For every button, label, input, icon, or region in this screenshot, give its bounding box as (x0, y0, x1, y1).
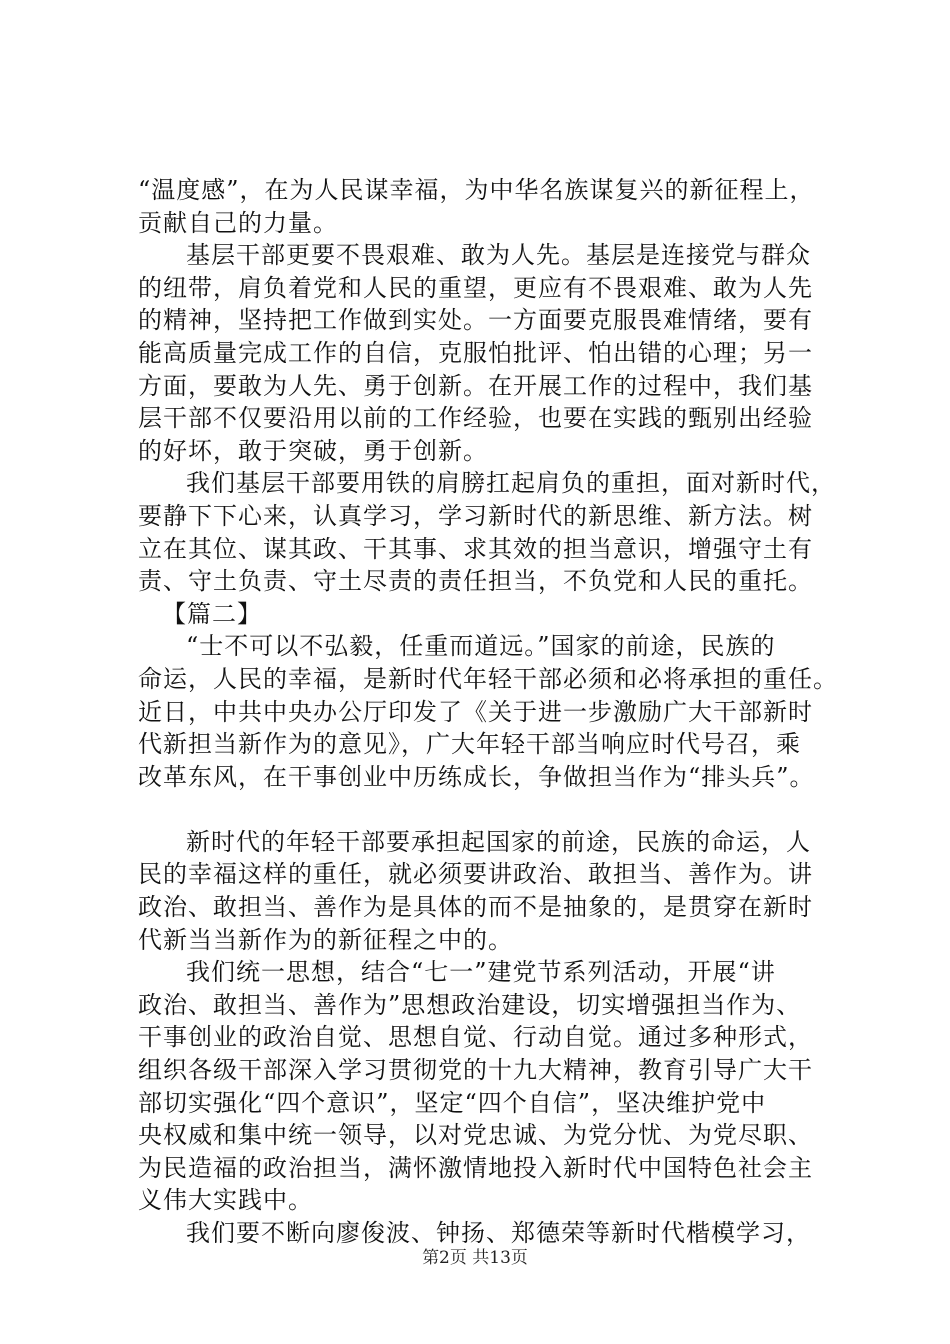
text-line: 部切实强化“四个意识”，坚定“四个自信”，坚决维护党中 (138, 1088, 767, 1117)
text-line: 要静下下心来，认真学习，学习新时代的新思维、新方法。树 (138, 501, 813, 530)
text-line: 政治、敢担当、善作为”思想政治建设，切实增强担当作为、 (138, 990, 802, 1019)
text-line: 的精神，坚持把工作做到实处。一方面要克服畏难情绪，要有 (138, 306, 813, 335)
text-line: 代新担当新作为的意见》，广大年轻干部当响应时代号召，乘 (138, 730, 801, 759)
page-number-footer: 第2页 共13页 (422, 1248, 528, 1268)
text-line: “温度感”，在为人民谋幸福，为中华名族谋复兴的新征程上， (138, 176, 815, 204)
text-line: 央权威和集中统一领导，以对党忠诚、为党分忧、为党尽职、 (138, 1121, 813, 1150)
document-body (138, 174, 838, 1250)
text-line: 代新当当新作为的新征程之中的。 (138, 925, 513, 954)
blank-line (138, 793, 828, 826)
text-line: 贡献自己的力量。 (138, 208, 338, 237)
section-heading: 【篇二】 (162, 599, 262, 628)
text-line: 我们基层干部要用铁的肩膀扛起肩负的重担，面对新时代， (186, 469, 836, 498)
text-line: 立在其位、谋其政、干其事、求其效的担当意识，增强守土有 (138, 534, 813, 563)
text-line: 责、守土负责、守土尽责的责任担当，不负党和人民的重托。 (138, 567, 813, 596)
text-line: 的纽带，肩负着党和人民的重望，更应有不畏艰难、敢为人先 (138, 273, 813, 302)
text-line: 民的幸福这样的重任，就必须要讲政治、敢担当、善作为。讲 (138, 860, 813, 889)
text-line: 我们要不断向廖俊波、钟扬、郑德荣等新时代楷模学习， (186, 1219, 811, 1247)
text-line: 方面，要敢为人先、勇于创新。在开展工作的过程中，我们基 (138, 371, 813, 400)
text-line: 命运，人民的幸福，是新时代年轻干部必须和必将承担的重任。 (138, 664, 838, 693)
text-line: 义伟大实践中。 (138, 1186, 313, 1215)
text-line: 组织各级干部深入学习贯彻党的十九大精神，教育引导广大干 (138, 1056, 813, 1085)
text-line: 改革东风，在干事创业中历练成长，争做担当作为“排头兵”。 (138, 762, 815, 791)
text-line: 我们统一思想，结合“七一”建党节系列活动，开展“讲 (186, 958, 776, 987)
text-line: “士不可以不弘毅，任重而道远。”国家的前途，民族的 (186, 632, 776, 661)
text-line: 新时代的年轻干部要承担起国家的前途，民族的命运，人 (186, 827, 811, 856)
text-line: 干事创业的政治自觉、思想自觉、行动自觉。通过多种形式， (138, 1023, 813, 1052)
text-line: 层干部不仅要沿用以前的工作经验，也要在实践的甄别出经验 (138, 404, 813, 433)
text-line: 能高质量完成工作的自信，克服怕批评、怕出错的心理；另一 (138, 338, 813, 367)
text-line: 的好坏，敢于突破，勇于创新。 (138, 436, 488, 465)
text-line: 政治、敢担当、善作为是具体的而不是抽象的，是贯穿在新时 (138, 893, 813, 922)
text-line: 为民造福的政治担当，满怀激情地投入新时代中国特色社会主 (138, 1153, 813, 1182)
text-line: 近日，中共中央办公厅印发了《关于进一步激励广大干部新时 (138, 697, 813, 726)
text-line: 基层干部更要不畏艰难、敢为人先。基层是连接党与群众 (186, 241, 811, 270)
